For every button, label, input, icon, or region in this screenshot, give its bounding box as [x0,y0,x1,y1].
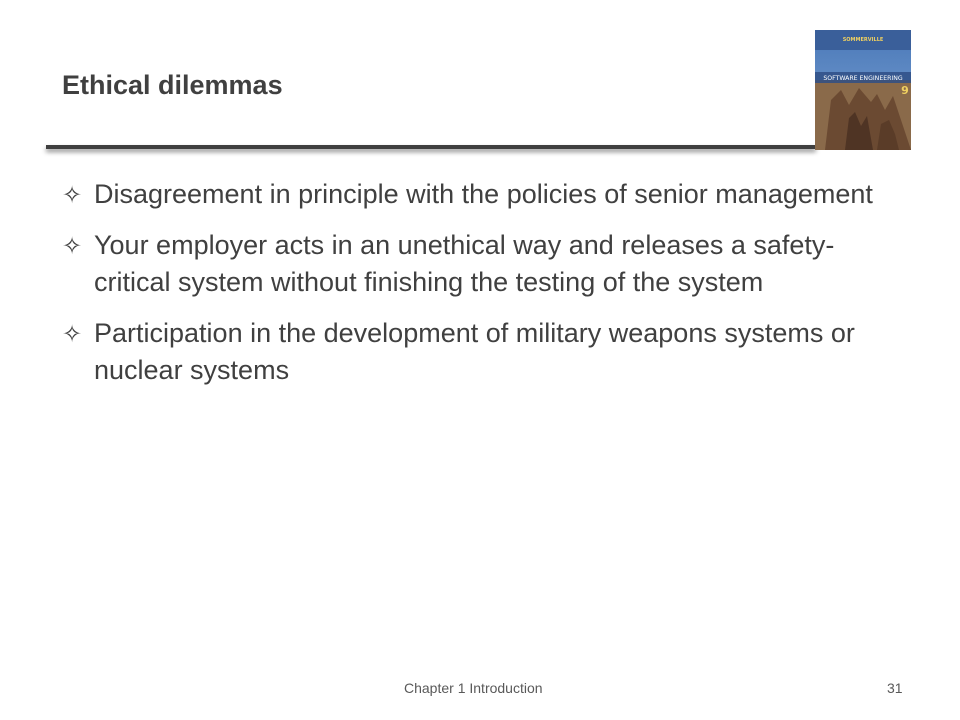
cover-edition: 9 [901,84,909,97]
title-underline-rule [46,145,816,149]
cover-title: SOFTWARE ENGINEERING [823,75,903,82]
bullet-item [62,176,882,213]
bullet-text: Disagreement in principle with the policies of senior management [94,179,873,209]
bullet-text: Participation in the development of military weapons systems or nuclear systems [94,318,855,385]
slide-footer [0,680,960,700]
bullet-list [62,176,882,403]
slide-title: Ethical dilemmas [62,70,283,100]
footer-page-number: 31 [887,680,903,696]
book-cover-image [815,30,911,150]
four-pointed-star-icon: ✧ [62,320,83,348]
footer-chapter: Chapter 1 Introduction [404,680,543,696]
bullet-item [62,315,882,389]
cover-author: SOMMERVILLE [842,37,884,43]
four-pointed-star-icon: ✧ [62,181,83,209]
four-pointed-star-icon: ✧ [62,232,83,260]
bullet-item [62,227,882,301]
bullet-text: Your employer acts in an unethical way and releases a safety-critical system without finishing the testing of the system [94,230,835,297]
